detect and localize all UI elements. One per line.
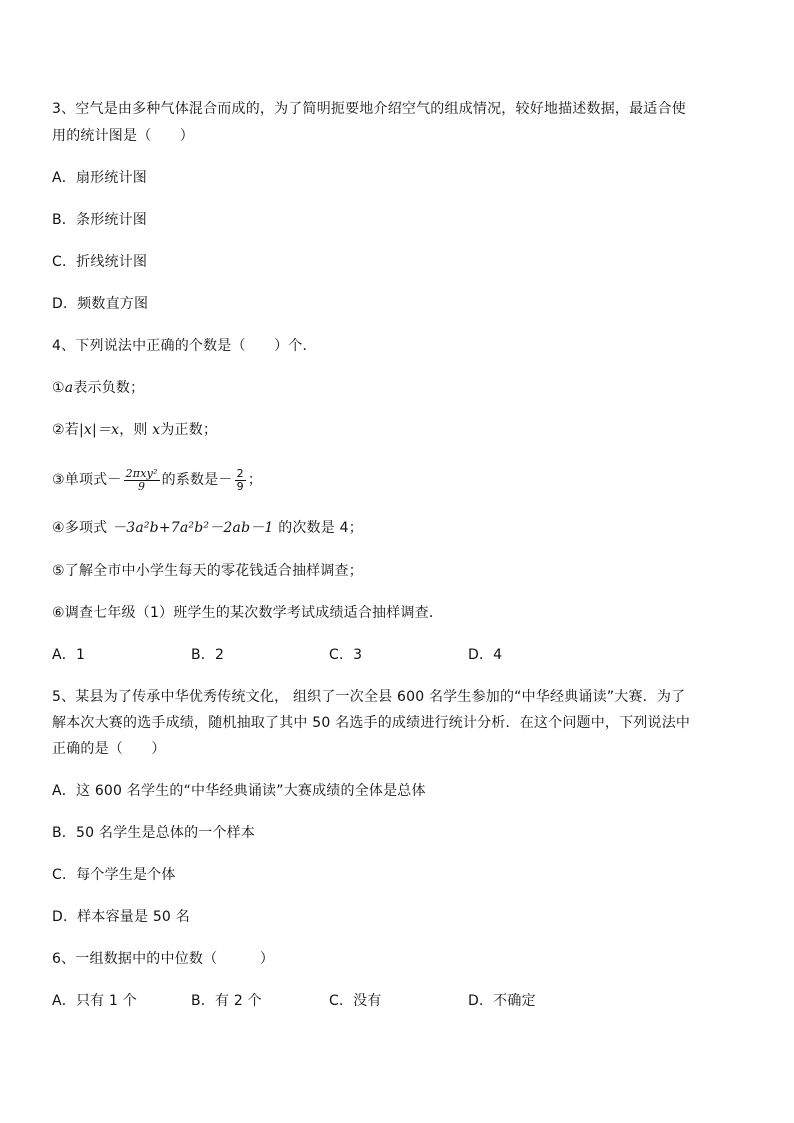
q4-s3-mid: 的系数是－ bbox=[161, 472, 233, 488]
q6-option-c: C．没有 bbox=[329, 993, 382, 1009]
q4-option-d: D．4 bbox=[468, 647, 503, 663]
q4-s4-expr: －3a²b+7a²b²－2ab－1 bbox=[112, 520, 274, 536]
q4-option-a: A．1 bbox=[52, 647, 86, 663]
q4-statement-5: ⑤了解全市中小学生每天的零花钱适合抽样调查； bbox=[52, 563, 363, 579]
q4-s3-prefix: ③单项式－ bbox=[52, 472, 122, 488]
q4-s3-fraction-num: 2πxy² bbox=[125, 466, 158, 480]
q3-option-b: B．条形统计图 bbox=[52, 212, 148, 228]
q5-stem-line3: 正确的是（ ） bbox=[52, 741, 166, 757]
q6-option-d: D．不确定 bbox=[468, 993, 536, 1009]
q4-s3-fraction2 bbox=[235, 468, 246, 493]
q4-s2-var: x bbox=[152, 422, 161, 438]
q6-option-a: A．只有 1 个 bbox=[52, 993, 137, 1009]
q3-option-a: A．扇形统计图 bbox=[52, 170, 147, 186]
q3-stem-line1: 3、空气是由多种气体混合而成的，为了简明扼要地介绍空气的组成情况，较好地描述数据，最适合使 bbox=[52, 101, 686, 117]
q4-s3-fraction2-den: 9 bbox=[236, 479, 244, 493]
q4-s3-fraction2-num: 2 bbox=[236, 466, 244, 480]
q4-option-b: B．2 bbox=[191, 647, 225, 663]
q3-stem-line2: 用的统计图是（ ） bbox=[52, 128, 194, 144]
q5-option-a: A．这 600 名学生的“中华经典诵读”大赛成绩的全体是总体 bbox=[52, 783, 426, 799]
q4-statement-4 bbox=[52, 518, 363, 538]
q5-stem-line1: 5、某县为了传承中华优秀传统文化， 组织了一次全县 600 名学生参加的“中华经典诵读”大赛．为了 bbox=[52, 689, 686, 705]
q6-options-row bbox=[52, 991, 572, 1011]
q3-option-d: D．频数直方图 bbox=[52, 296, 149, 312]
q4-options-row bbox=[52, 645, 512, 665]
q4-s2-prefix: ②若 bbox=[52, 422, 79, 438]
q5-option-d: D．样本容量是 50 名 bbox=[52, 909, 190, 925]
q5-option-b: B．50 名学生是总体的一个样本 bbox=[52, 825, 256, 841]
q4-s2-rest: 为正数； bbox=[160, 422, 218, 438]
q4-s1-var: a bbox=[64, 380, 74, 396]
q4-statement-1 bbox=[52, 378, 144, 398]
q3-option-c: C．折线统计图 bbox=[52, 254, 148, 270]
q4-s4-rest: 的次数是 4； bbox=[278, 520, 363, 536]
q4-statement-2 bbox=[52, 420, 217, 440]
q6-stem: 6、一组数据中的中位数（ ） bbox=[52, 951, 275, 967]
q4-s4-prefix: ④多项式 bbox=[52, 520, 108, 536]
q5-option-c: C．每个学生是个体 bbox=[52, 867, 176, 883]
q4-s1-prefix: ① bbox=[52, 380, 65, 396]
q4-statement-3 bbox=[52, 466, 262, 494]
q4-s2-mid: ，则 bbox=[119, 422, 148, 438]
q4-statement-6: ⑥调查七年级（1）班学生的某次数学考试成绩适合抽样调查． bbox=[52, 605, 444, 621]
q4-stem: 4、下列说法中正确的个数是（ ）个． bbox=[52, 338, 317, 354]
q4-s3-fraction-den: 9 bbox=[137, 479, 146, 493]
q6-option-b: B．有 2 个 bbox=[191, 993, 262, 1009]
q4-option-c: C．3 bbox=[329, 647, 363, 663]
q4-s2-expr: |x|＝x bbox=[78, 422, 120, 438]
q4-s1-rest: 表示负数； bbox=[73, 380, 145, 396]
q4-s3-rest: ； bbox=[247, 472, 263, 488]
q4-s3-fraction bbox=[124, 468, 160, 493]
q5-stem-line2: 解本次大赛的选手成绩，随机抽取了其中 50 名选手的成绩进行统计分析．在这个问题中，下列说法中 bbox=[52, 715, 691, 731]
